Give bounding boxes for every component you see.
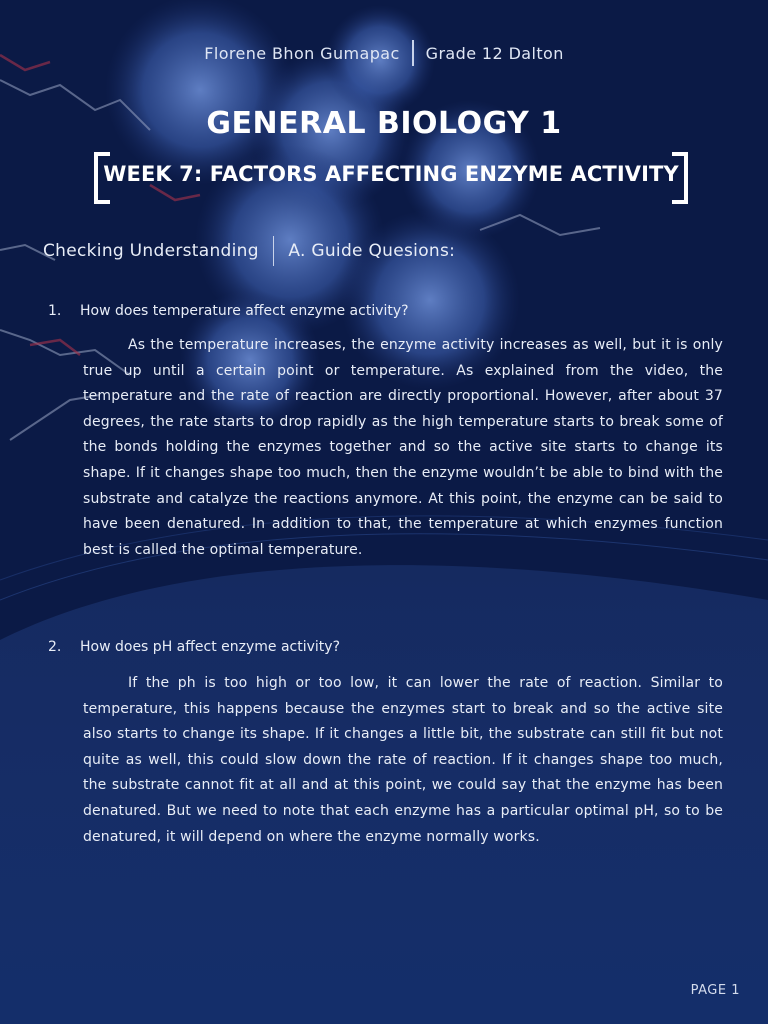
question-number: 2. xyxy=(48,639,62,655)
header-divider xyxy=(412,40,414,66)
question-2 xyxy=(48,639,728,655)
page-number: PAGE 1 xyxy=(690,983,740,998)
answer-1: As the temperature increases, the enzyme activity increases as well, but it is only true up until a certain point or temperature. As explained from the video, the temperature and the rate of reaction are directly proportional. However, after about 37 degrees, the rate starts to drop rapidly as the high temperature starts to break some of the bonds holding the enzymes together and so the active site starts to change its shape. If it changes shape too much, then the enzyme wouldn’t be able to bind with the substrate and catalyze the reactions anymore. At this point, the enzyme can be said to have been denatured. In addition to that, the temperature at which enzymes function best is called the optimal temperature. xyxy=(83,337,723,558)
question-1 xyxy=(48,303,728,319)
page-title: GENERAL BIOLOGY 1 xyxy=(206,106,562,141)
answer-2: If the ph is too high or too low, it can lower the rate of reaction. Similar to temperature, this happens because the enzymes start to break and so the active site also starts to change its shape. If it changes a little bit, the substrate can still fit but not quite as well, this could slow down the rate of reaction. If it changes shape too much, the substrate cannot fit at all and at this point, we could say that the enzyme has been denatured. But we need to note that each enzyme has a particular optimal pH, so to be denatured, it will depend on where the enzyme normally works. xyxy=(83,675,723,845)
grade-section: Grade 12 Dalton xyxy=(425,43,564,63)
subtitle-box xyxy=(94,152,688,200)
page-subtitle: WEEK 7: FACTORS AFFECTING ENZYME ACTIVITY xyxy=(103,162,679,186)
question-text: How does temperature affect enzyme activity? xyxy=(80,303,409,319)
question-number: 1. xyxy=(48,303,62,319)
author-header xyxy=(0,40,768,66)
author-name: Florene Bhon Gumapac xyxy=(204,43,400,63)
section-part: A. Guide Quesions: xyxy=(288,241,456,261)
section-divider xyxy=(273,236,275,266)
question-text: How does pH affect enzyme activity? xyxy=(80,639,340,655)
section-header xyxy=(43,236,455,266)
section-label: Checking Understanding xyxy=(43,241,259,261)
